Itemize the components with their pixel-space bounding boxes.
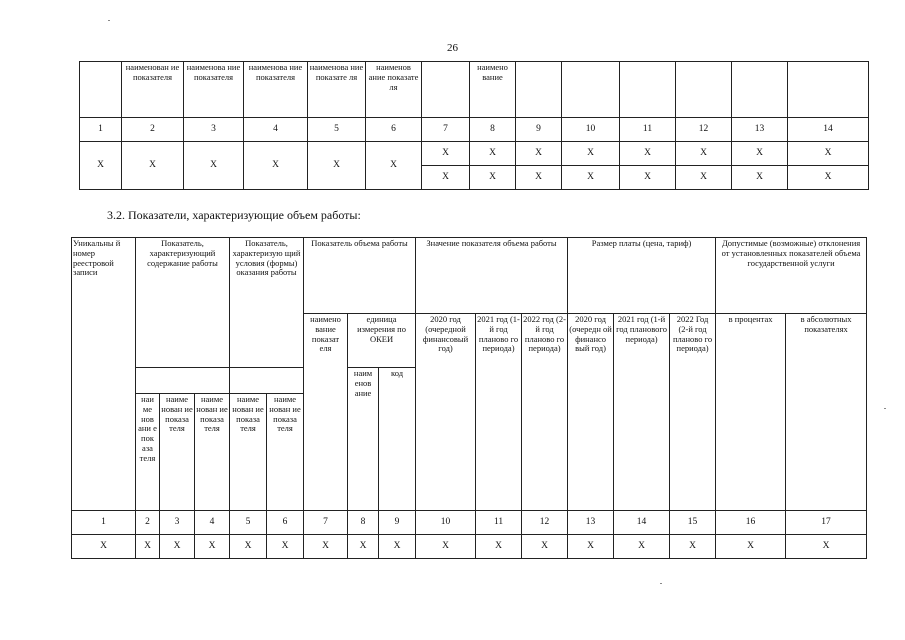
header-cell: наименован ие показателя bbox=[122, 62, 184, 118]
volume-indicators-table bbox=[71, 237, 867, 559]
volume-indicator-header: Показатель объема работы bbox=[304, 238, 416, 314]
cell-x: X bbox=[614, 535, 670, 559]
column-number: 12 bbox=[676, 118, 732, 142]
value-2020-header: 2020 год (очередной финансовый год) bbox=[416, 314, 476, 511]
column-number: 8 bbox=[470, 118, 516, 142]
conditions-indicator-header: Показатель, характеризую щий условия (формы) оказания работы bbox=[230, 238, 304, 368]
cell-x: X bbox=[476, 535, 522, 559]
cell-x: X bbox=[304, 535, 348, 559]
content-indicator-header: Показатель, характеризующий содержание работы bbox=[136, 238, 230, 368]
value-2021-header: 2021 год (1-й год планово го периода) bbox=[476, 314, 522, 511]
blank-cell bbox=[136, 368, 230, 394]
header-cell bbox=[422, 62, 470, 118]
column-number: 13 bbox=[732, 118, 788, 142]
column-number: 3 bbox=[160, 511, 195, 535]
cell-x: X bbox=[786, 535, 867, 559]
unit-name-header: наим енов ание bbox=[348, 368, 379, 511]
header-cell bbox=[788, 62, 869, 118]
table-row bbox=[72, 535, 867, 559]
column-number: 6 bbox=[366, 118, 422, 142]
column-number: 16 bbox=[716, 511, 786, 535]
column-number-row bbox=[80, 118, 869, 142]
scan-speck bbox=[884, 408, 886, 409]
cell-x: X bbox=[366, 142, 422, 190]
okei-unit-header: единица измерения по ОКЕИ bbox=[348, 314, 416, 368]
cell-x: X bbox=[470, 166, 516, 190]
column-number: 15 bbox=[670, 511, 716, 535]
indicator-name-col: наиме нован ие показа теля bbox=[160, 394, 195, 511]
column-number: 4 bbox=[195, 511, 230, 535]
cell-x: X bbox=[422, 166, 470, 190]
cell-x: X bbox=[732, 166, 788, 190]
column-number: 12 bbox=[522, 511, 568, 535]
blank-cell bbox=[230, 368, 304, 394]
header-cell bbox=[732, 62, 788, 118]
page-number: 26 bbox=[447, 42, 458, 54]
scan-speck bbox=[660, 583, 662, 584]
section-heading: 3.2. Показатели, характеризующие объем работы: bbox=[107, 208, 361, 222]
column-number: 14 bbox=[788, 118, 869, 142]
cell-x: X bbox=[267, 535, 304, 559]
cell-x: X bbox=[308, 142, 366, 190]
cell-x: X bbox=[732, 142, 788, 166]
cell-x: X bbox=[670, 535, 716, 559]
header-cell: наименова ние показателя bbox=[184, 62, 244, 118]
indicator-name-col: наи ме нов ани е пок аза теля bbox=[136, 394, 160, 511]
column-number: 8 bbox=[348, 511, 379, 535]
cell-x: X bbox=[568, 535, 614, 559]
table-row bbox=[80, 142, 869, 166]
column-number-row bbox=[72, 511, 867, 535]
scan-speck bbox=[108, 20, 110, 21]
cell-x: X bbox=[516, 166, 562, 190]
cell-x: X bbox=[516, 142, 562, 166]
cell-x: X bbox=[522, 535, 568, 559]
column-number: 9 bbox=[516, 118, 562, 142]
column-number: 7 bbox=[304, 511, 348, 535]
indicator-name-col: наиме нован ие показа теля bbox=[230, 394, 267, 511]
column-number: 1 bbox=[72, 511, 136, 535]
header-row bbox=[72, 238, 867, 314]
deviation-header: Допустимые (возможные) отклонения от установленных показателей объема государственной услуги bbox=[716, 238, 867, 314]
value-header: Значение показателя объема работы bbox=[416, 238, 568, 314]
fee-2022-header: 2022 Год (2-й год планово го периода) bbox=[670, 314, 716, 511]
header-cell: наименов ание показате ля bbox=[366, 62, 422, 118]
column-number: 7 bbox=[422, 118, 470, 142]
column-number: 5 bbox=[230, 511, 267, 535]
cell-x: X bbox=[562, 142, 620, 166]
fee-header: Размер платы (цена, тариф) bbox=[568, 238, 716, 314]
header-cell bbox=[516, 62, 562, 118]
cell-x: X bbox=[470, 142, 516, 166]
indicator-name-col: наиме нован ие показа теля bbox=[195, 394, 230, 511]
cell-x: X bbox=[348, 535, 379, 559]
cell-x: X bbox=[160, 535, 195, 559]
column-number: 6 bbox=[267, 511, 304, 535]
column-number: 11 bbox=[620, 118, 676, 142]
header-row bbox=[80, 62, 869, 118]
deviation-percent-header: в процентах bbox=[716, 314, 786, 511]
header-cell bbox=[562, 62, 620, 118]
column-number: 2 bbox=[122, 118, 184, 142]
fee-2020-header: 2020 год (очередн ой финансо вый год) bbox=[568, 314, 614, 511]
cell-x: X bbox=[122, 142, 184, 190]
column-number: 10 bbox=[416, 511, 476, 535]
cell-x: X bbox=[72, 535, 136, 559]
indicator-name-header: наимено вание показат еля bbox=[304, 314, 348, 511]
cell-x: X bbox=[788, 166, 869, 190]
column-number: 11 bbox=[476, 511, 522, 535]
cell-x: X bbox=[620, 142, 676, 166]
column-number: 1 bbox=[80, 118, 122, 142]
indicators-table-continued bbox=[79, 61, 869, 190]
cell-x: X bbox=[716, 535, 786, 559]
cell-x: X bbox=[788, 142, 869, 166]
cell-x: X bbox=[195, 535, 230, 559]
header-cell bbox=[620, 62, 676, 118]
column-number: 14 bbox=[614, 511, 670, 535]
cell-x: X bbox=[620, 166, 676, 190]
column-number: 5 bbox=[308, 118, 366, 142]
header-cell: наименова ние показате ля bbox=[308, 62, 366, 118]
cell-x: X bbox=[676, 142, 732, 166]
column-number: 9 bbox=[379, 511, 416, 535]
cell-x: X bbox=[230, 535, 267, 559]
column-number: 2 bbox=[136, 511, 160, 535]
cell-x: X bbox=[379, 535, 416, 559]
cell-x: X bbox=[136, 535, 160, 559]
cell-x: X bbox=[422, 142, 470, 166]
cell-x: X bbox=[676, 166, 732, 190]
unit-code-header: код bbox=[379, 368, 416, 511]
column-number: 17 bbox=[786, 511, 867, 535]
deviation-absolute-header: в абсолютных показателях bbox=[786, 314, 867, 511]
column-number: 3 bbox=[184, 118, 244, 142]
fee-2021-header: 2021 год (1-й год планового периода) bbox=[614, 314, 670, 511]
header-cell bbox=[80, 62, 122, 118]
cell-x: X bbox=[562, 166, 620, 190]
header-cell: наимено вание bbox=[470, 62, 516, 118]
cell-x: X bbox=[80, 142, 122, 190]
unique-number-header: Уникальны й номер реестровой записи bbox=[72, 238, 136, 511]
header-cell: наименова ние показателя bbox=[244, 62, 308, 118]
column-number: 4 bbox=[244, 118, 308, 142]
value-2022-header: 2022 год (2-й год планово го периода) bbox=[522, 314, 568, 511]
header-cell bbox=[676, 62, 732, 118]
cell-x: X bbox=[244, 142, 308, 190]
cell-x: X bbox=[416, 535, 476, 559]
cell-x: X bbox=[184, 142, 244, 190]
indicator-name-col: наиме нован ие показа теля bbox=[267, 394, 304, 511]
column-number: 13 bbox=[568, 511, 614, 535]
column-number: 10 bbox=[562, 118, 620, 142]
